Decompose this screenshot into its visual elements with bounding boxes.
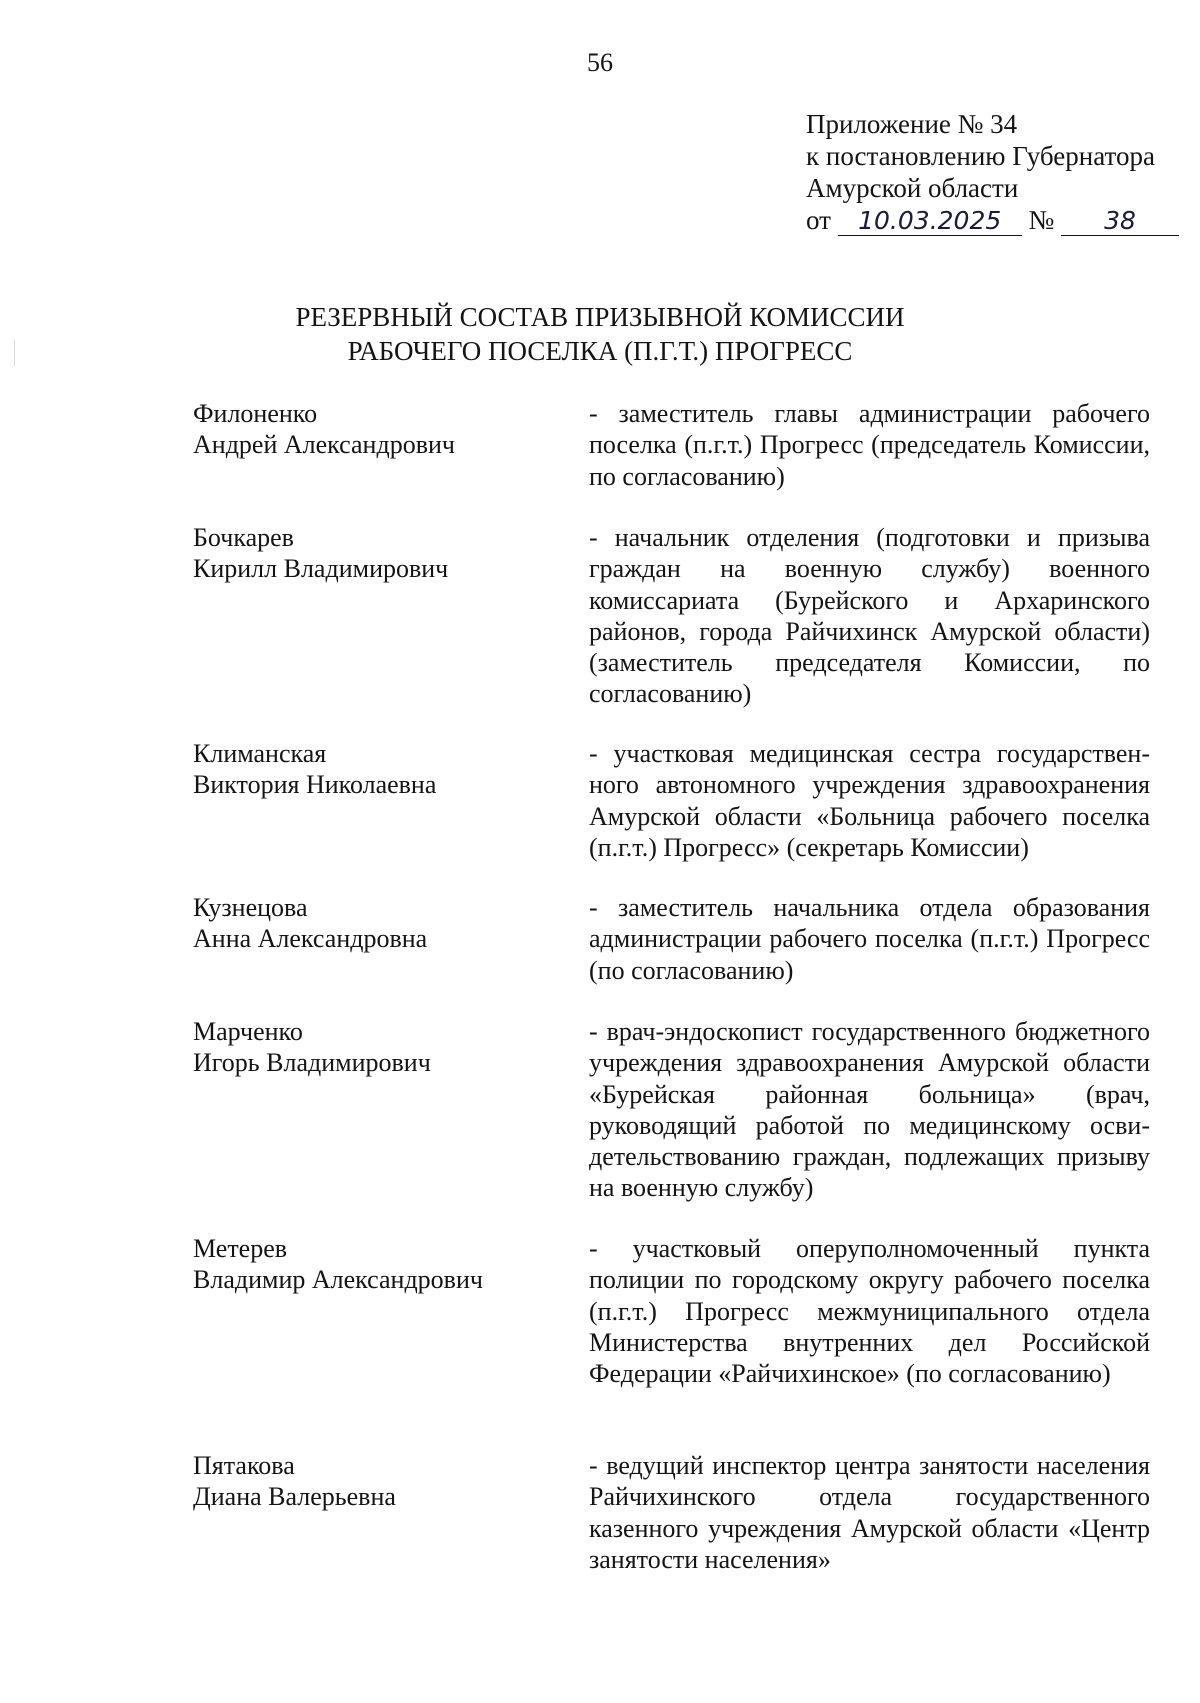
member-surname: Филоненко (193, 399, 318, 428)
annex-date-line (806, 204, 1179, 236)
member-name (193, 398, 563, 461)
annex-region: Амурской области (806, 173, 1019, 203)
member-role: - участковый оперуполномоченный пункта полиции по городскому округу рабочего поселка (п.г.т.) Прогресс межмуниципального отдела Министерства внутренних дел Российской Федерации «Райчихинское» (по согласованию) (589, 1234, 1150, 1389)
handwritten-date: 10.03.2025 (838, 207, 1022, 236)
title-line-1: РЕЗЕРВНЫЙ СОСТАВ ПРИЗЫВНОЙ КОМИССИИ (295, 302, 905, 332)
member-role: - заместитель начальника отдела образования администрации рабочего поселка (п.г.т.) Прогресс (по согласованию) (589, 893, 1150, 985)
member-surname: Пятакова (193, 1451, 295, 1480)
date-prefix: от (806, 205, 831, 235)
member-surname: Метерев (193, 1234, 288, 1263)
member-given-names: Анна Александровна (193, 924, 428, 954)
member-surname: Климанская (193, 739, 327, 768)
member-given-names: Игорь Владимирович (193, 1048, 431, 1078)
annex-title: Приложение № 34 (806, 109, 1018, 139)
member-given-names: Диана Валерьевна (193, 1482, 396, 1512)
member-name (193, 1016, 563, 1079)
member-name (193, 522, 563, 585)
annex-reference: к постановлению Губернатора (806, 141, 1155, 171)
member-given-names: Виктория Николаевна (193, 770, 437, 800)
title-line-2: РАБОЧЕГО ПОСЕЛКА (П.Г.Т.) ПРОГРЕСС (347, 336, 853, 366)
member-role: - врач-эндоскопист государственного бюджетного учреждения здравоохранения Амурской области «Бурейская районная больница» (врач, руководящий работой по медицинскому освидетельствованию граждан, подлежащих призыву на военную службу) (589, 1017, 1150, 1203)
number-prefix: № (1028, 205, 1055, 235)
member-surname: Марченко (193, 1017, 303, 1046)
member-name (193, 892, 563, 955)
member-name (193, 1450, 563, 1513)
member-given-names: Андрей Александрович (193, 430, 455, 460)
page-number: 56 (587, 48, 613, 77)
member-given-names: Кирилл Владимирович (193, 554, 449, 584)
member-role: - участковая медицинская сестра государственного автономного учреждения здравоохранения Амурской области «Больница рабочего поселка (п.г.т.) Прогресс» (секретарь Комиссии) (589, 739, 1150, 862)
annex-block (806, 108, 1179, 236)
member-role: - начальник отделения (подготовки и призыва граждан на военную службу) военного комиссариата (Бурейского и Архаринского районов, города Райчихинск Амурской области) (заместитель председателя Комиссии, по согласованию) (589, 523, 1150, 709)
member-surname: Кузнецова (193, 893, 308, 922)
member-name (193, 738, 563, 801)
member-role: - ведущий инспектор центра занятости населения Райчихинского отдела государственного казенного учреждения Амурской области «Центр занятости населения» (589, 1451, 1150, 1574)
document-title (0, 300, 1200, 368)
member-surname: Бочкарев (193, 523, 294, 552)
handwritten-number: 38 (1061, 207, 1179, 236)
member-given-names: Владимир Александрович (193, 1265, 483, 1295)
member-name (193, 1233, 563, 1296)
member-role: - заместитель главы администрации рабочего поселка (п.г.т.) Прогресс (председатель Комиссии, по согласованию) (589, 399, 1150, 491)
